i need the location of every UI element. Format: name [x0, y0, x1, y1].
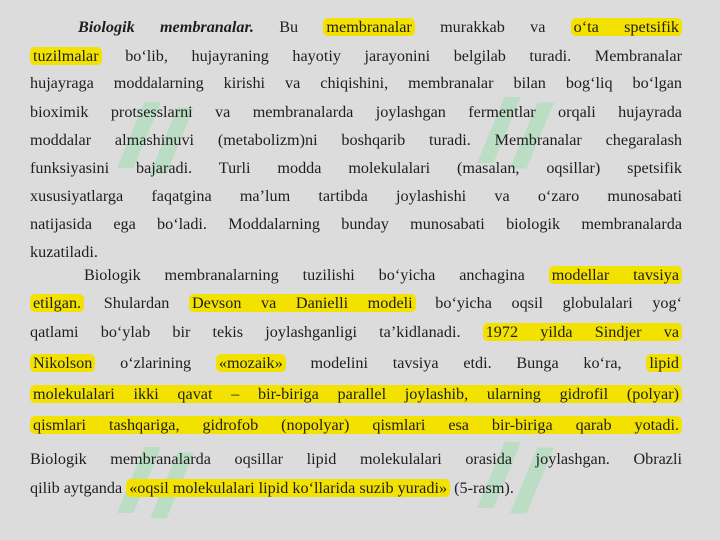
- text-line: natijasida ega bo‘ladi. Moddalarning bunday munosabati biologik membranalarda: [30, 215, 682, 233]
- text-line: kuzatiladi.: [30, 243, 98, 261]
- text-line: [30, 383, 682, 405]
- text-line: [30, 414, 682, 436]
- highlight: membranalar: [323, 18, 414, 36]
- highlight: lipid: [646, 354, 682, 372]
- highlight: o‘ta spetsifik: [571, 18, 682, 36]
- highlight: «oqsil molekulalari lipid ko‘llarida suzib yuradi»: [126, 479, 450, 497]
- text-line: etilgan. Shulardan Devson va Danielli modeli bo‘yicha oqsil globulalari yog‘: [30, 292, 682, 314]
- highlight: modellar tavsiya: [549, 266, 682, 284]
- section-heading: Biologik membranalar.: [78, 18, 254, 36]
- highlight: molekulalari ikki qavat – bir-biriga parallel joylashib, ularning gidrofil (polyar): [30, 385, 682, 403]
- text-line: bioximik protsesslarni va membranalarda joylashgan fermentlar orqali hujayrada: [30, 103, 682, 121]
- highlight: tuzilmalar: [30, 47, 102, 65]
- text-line: Nikolson o‘zlarining «mozaik» modelini tavsiya etdi. Bunga ko‘ra, lipid: [30, 352, 682, 374]
- text-line: funksiyasini bajaradi. Turli modda molekulalari (masalan, oqsillar) spetsifik: [30, 159, 682, 177]
- watermark-logo-icon: [455, 420, 565, 530]
- highlight: Devson va Danielli modeli: [189, 294, 416, 312]
- text-line: tuzilmalar bo‘lib, hujayraning hayotiy jarayonini belgilab turadi. Membranalar: [30, 45, 682, 67]
- highlight: qismlari tashqariga, gidrofob (nopolyar) qismlari esa bir-biriga qarab yotadi.: [30, 416, 682, 434]
- highlight: etilgan.: [30, 294, 84, 312]
- text-line: Biologik membranalarning tuzilishi bo‘yicha anchagina modellar tavsiya: [84, 264, 682, 286]
- text-line: qilib aytganda «oqsil molekulalari lipid ko‘llarida suzib yuradi» (5-rasm).: [30, 479, 514, 497]
- text-line: Biologik membranalar. Bu membranalar murakkab va o‘ta spetsifik: [78, 16, 682, 38]
- text-line: Biologik membranalarda oqsillar lipid molekulalari orasida joylashgan. Obrazli: [30, 450, 682, 468]
- highlight: «mozaik»: [216, 354, 286, 372]
- text-line: hujayraga moddalarning kirishi va chiqishini, membranalar bilan bog‘liq bo‘lgan: [30, 74, 682, 92]
- text-line: qatlami bo‘ylab bir tekis joylashganligi ta’kidlanadi. 1972 yilda Sindjer va: [30, 321, 682, 343]
- text-line: moddalar almashinuvi (metabolizm)ni boshqarib turadi. Membranalar chegaralash: [30, 131, 682, 149]
- text-line: xususiyatlarga faqatgina ma’lum tartibda joylashishi va o‘zaro munosabati: [30, 187, 682, 205]
- highlight: 1972 yilda Sindjer va: [483, 323, 682, 341]
- highlight: Nikolson: [30, 354, 95, 372]
